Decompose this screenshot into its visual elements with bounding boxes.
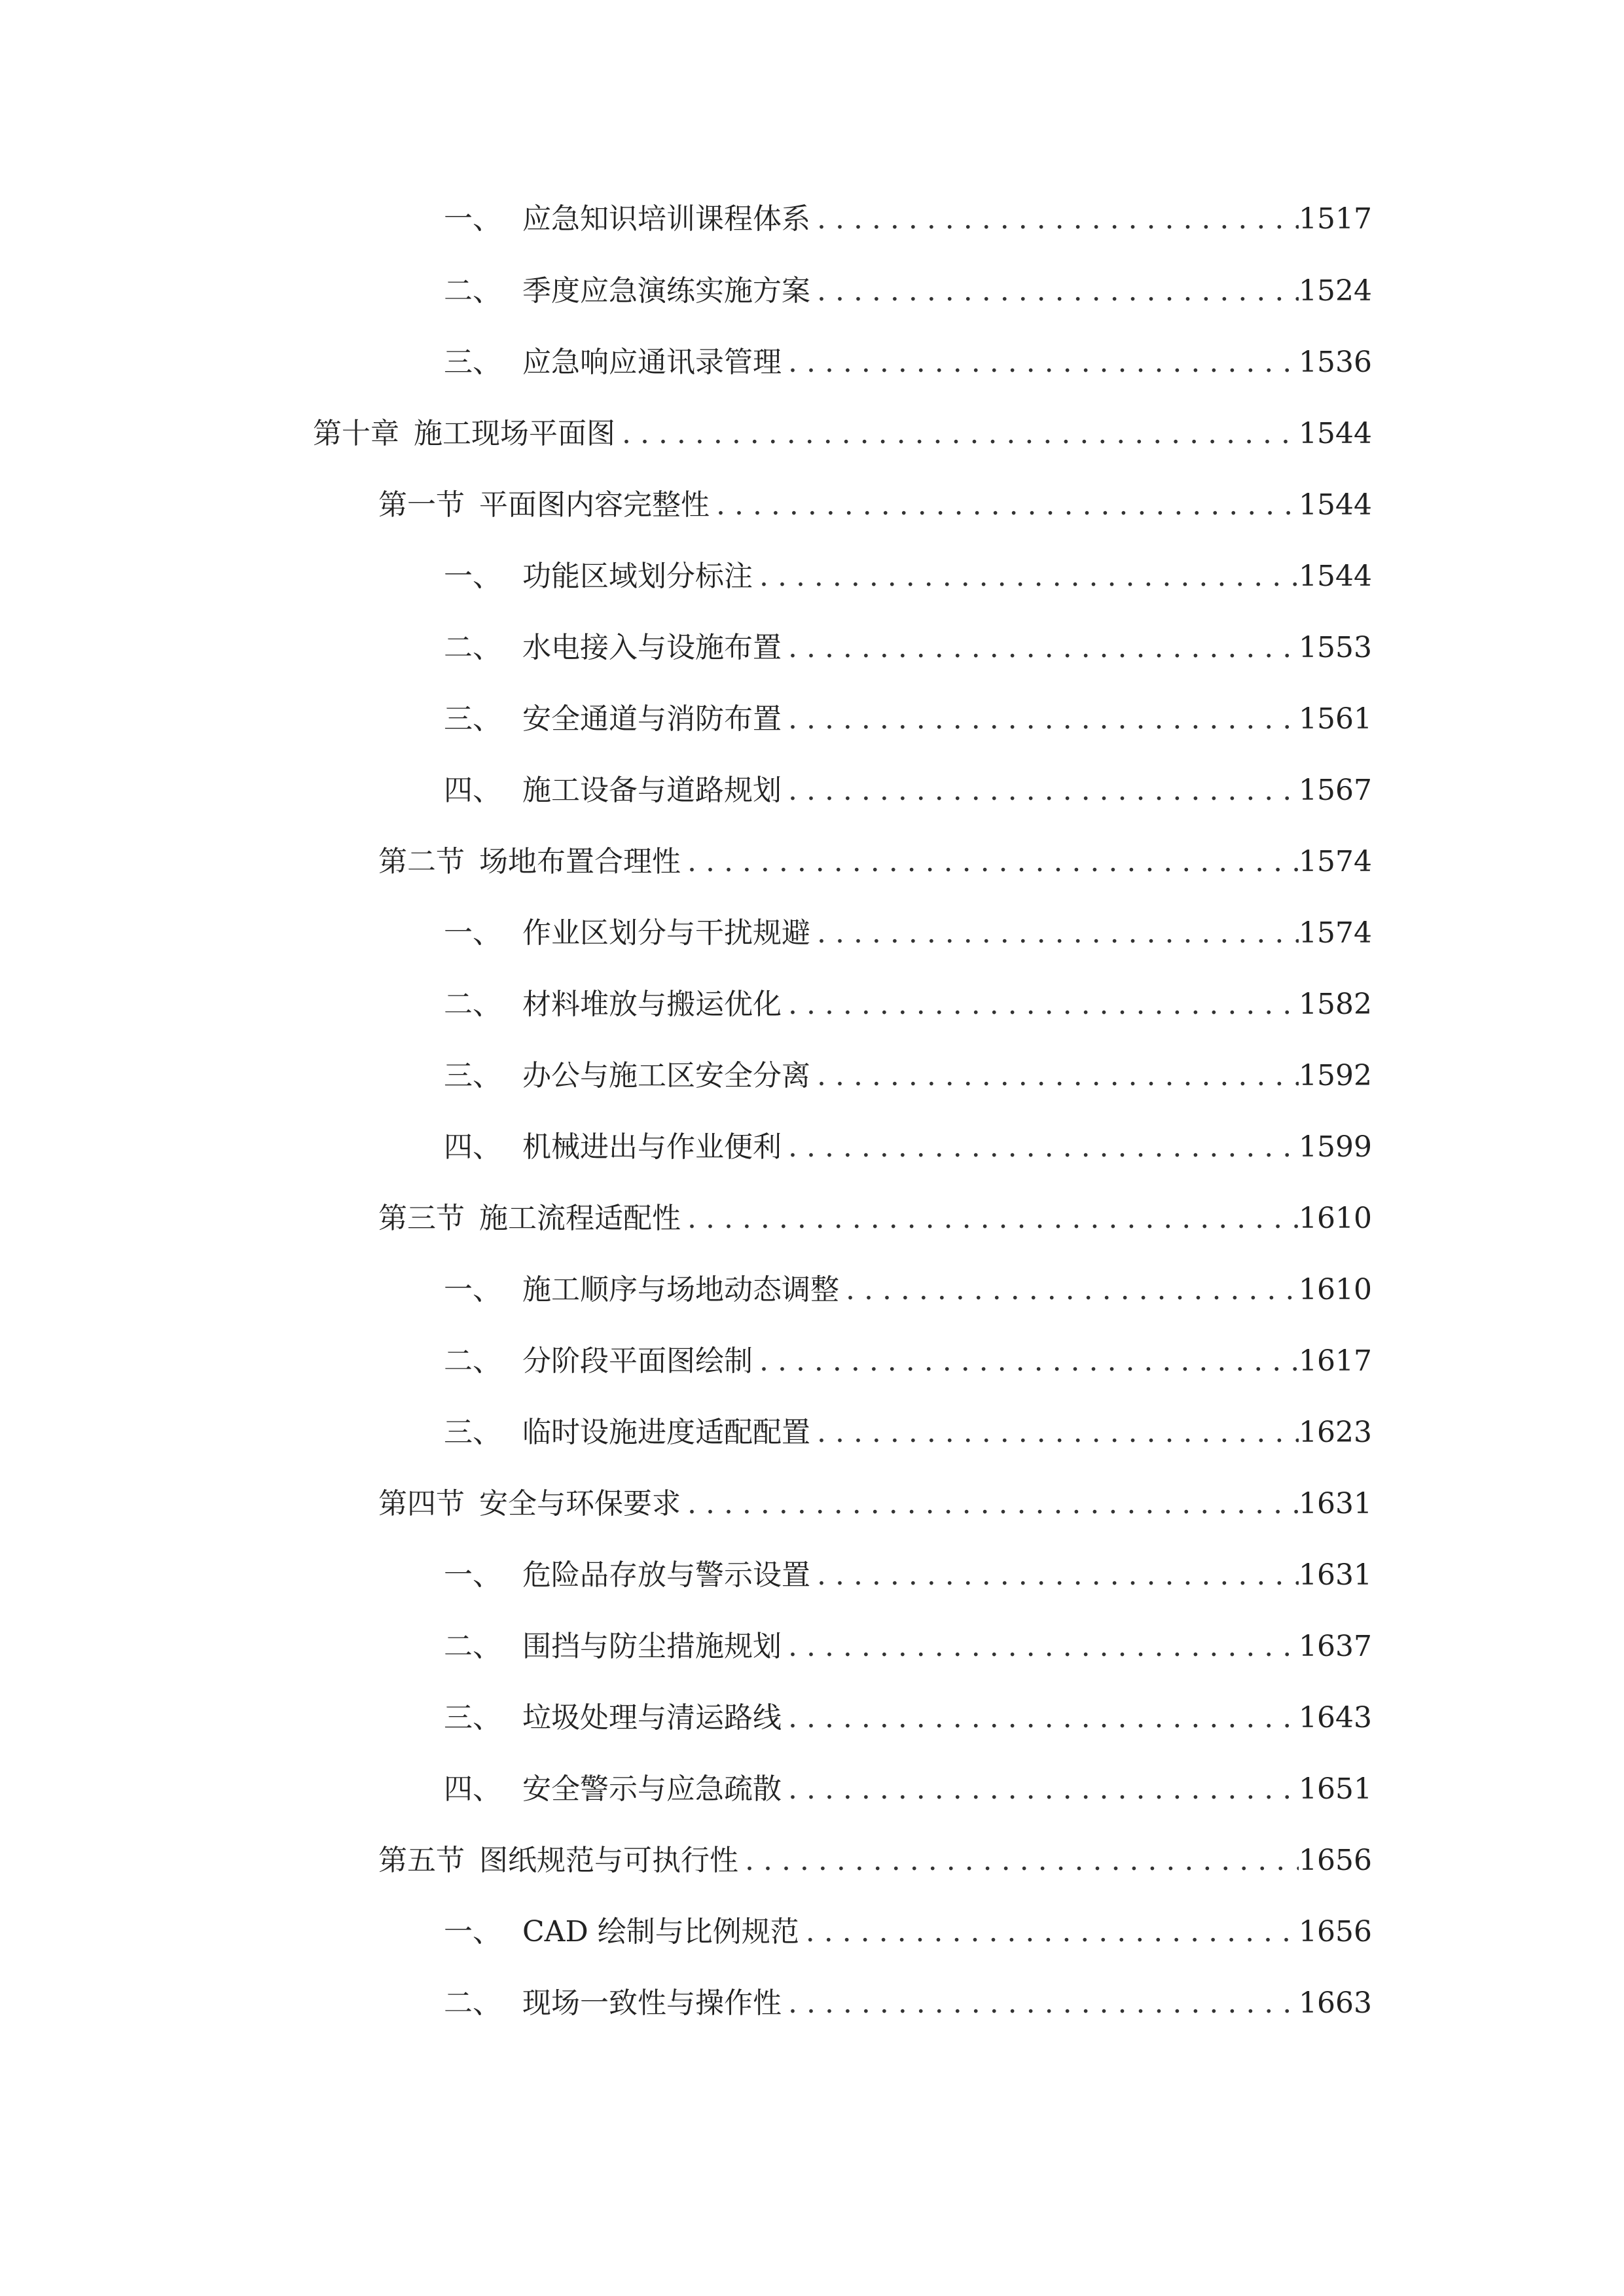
toc-entry-section[interactable] bbox=[378, 482, 1372, 528]
entry-page-number: 1524 bbox=[1299, 274, 1372, 308]
toc-entry-section[interactable] bbox=[378, 839, 1372, 885]
entry-number: 四、 bbox=[444, 1130, 501, 1164]
entry-number: 二、 bbox=[444, 1344, 501, 1378]
entry-page-number: 1617 bbox=[1299, 1344, 1372, 1378]
toc-entry[interactable] bbox=[444, 768, 1372, 814]
dot-leader bbox=[753, 1338, 1299, 1384]
entry-title: 分阶段平面图绘制 bbox=[522, 1344, 753, 1378]
entry-page-number: 1567 bbox=[1299, 774, 1372, 807]
toc-entry[interactable] bbox=[444, 1410, 1372, 1456]
dot-leader bbox=[810, 196, 1299, 242]
entry-number: 一、 bbox=[444, 560, 501, 593]
entry-page-number: 1610 bbox=[1299, 1202, 1372, 1235]
entry-title: 安全警示与应急疏散 bbox=[522, 1772, 782, 1806]
section-number: 第五节 bbox=[378, 1844, 465, 1877]
toc-entry[interactable] bbox=[444, 1338, 1372, 1384]
entry-number: 一、 bbox=[444, 1273, 501, 1306]
entry-title: 安全通道与消防布置 bbox=[522, 702, 782, 736]
toc-entry[interactable] bbox=[444, 268, 1372, 314]
toc-entry[interactable] bbox=[444, 554, 1372, 600]
section-number: 第三节 bbox=[378, 1202, 465, 1235]
dot-leader bbox=[839, 1267, 1299, 1313]
entry-title: 平面图内容完整性 bbox=[479, 488, 710, 522]
toc-entry-chapter[interactable] bbox=[313, 411, 1372, 457]
entry-page-number: 1592 bbox=[1299, 1059, 1372, 1092]
entry-number: 一、 bbox=[444, 916, 501, 950]
section-number: 第二节 bbox=[378, 845, 465, 878]
dot-leader bbox=[738, 1838, 1299, 1884]
toc-entry[interactable] bbox=[444, 1695, 1372, 1741]
entry-page-number: 1517 bbox=[1299, 202, 1372, 236]
entry-number: 三、 bbox=[444, 1416, 501, 1449]
toc-entry[interactable] bbox=[444, 1624, 1372, 1670]
entry-title: 垃圾处理与清运路线 bbox=[522, 1701, 782, 1734]
entry-title: 安全与环保要求 bbox=[479, 1487, 681, 1520]
entry-page-number: 1561 bbox=[1299, 702, 1372, 736]
toc-entry[interactable] bbox=[444, 196, 1372, 242]
toc-entry[interactable] bbox=[444, 1053, 1372, 1099]
entry-page-number: 1574 bbox=[1299, 845, 1372, 878]
dot-leader bbox=[782, 1124, 1299, 1170]
entry-page-number: 1643 bbox=[1299, 1701, 1372, 1734]
entry-number: 二、 bbox=[444, 1986, 501, 2020]
entry-page-number: 1651 bbox=[1299, 1772, 1372, 1806]
entry-title: 机械进出与作业便利 bbox=[522, 1130, 782, 1164]
entry-page-number: 1656 bbox=[1299, 1844, 1372, 1877]
dot-leader bbox=[753, 554, 1299, 600]
entry-title: CAD 绘制与比例规范 bbox=[522, 1915, 799, 1948]
entry-number: 四、 bbox=[444, 1772, 501, 1806]
dot-leader bbox=[681, 1481, 1299, 1527]
entry-title: 办公与施工区安全分离 bbox=[522, 1059, 810, 1092]
entry-number: 二、 bbox=[444, 988, 501, 1021]
dot-leader bbox=[799, 1909, 1299, 1955]
entry-number: 四、 bbox=[444, 774, 501, 807]
entry-page-number: 1544 bbox=[1299, 560, 1372, 593]
dot-leader bbox=[710, 482, 1299, 528]
entry-page-number: 1544 bbox=[1299, 417, 1372, 450]
entry-page-number: 1599 bbox=[1299, 1130, 1372, 1164]
entry-title: 作业区划分与干扰规避 bbox=[522, 916, 810, 950]
toc-entry[interactable] bbox=[444, 696, 1372, 742]
toc-entry[interactable] bbox=[444, 1767, 1372, 1812]
entry-title: 应急知识培训课程体系 bbox=[522, 202, 810, 236]
section-number: 第四节 bbox=[378, 1487, 465, 1520]
toc-entry[interactable] bbox=[444, 340, 1372, 386]
entry-number: 一、 bbox=[444, 1558, 501, 1592]
entry-page-number: 1631 bbox=[1299, 1487, 1372, 1520]
toc-entry-section[interactable] bbox=[378, 1481, 1372, 1527]
entry-title: 施工设备与道路规划 bbox=[522, 774, 782, 807]
entry-number: 一、 bbox=[444, 202, 501, 236]
toc-entry-section[interactable] bbox=[378, 1196, 1372, 1242]
toc-entry[interactable] bbox=[444, 910, 1372, 956]
entry-page-number: 1544 bbox=[1299, 488, 1372, 522]
toc-entry[interactable] bbox=[444, 1552, 1372, 1598]
dot-leader bbox=[681, 839, 1299, 885]
entry-page-number: 1631 bbox=[1299, 1558, 1372, 1592]
dot-leader bbox=[782, 1695, 1299, 1741]
toc-entry[interactable] bbox=[444, 1267, 1372, 1313]
dot-leader bbox=[810, 1410, 1299, 1456]
entry-title: 危险品存放与警示设置 bbox=[522, 1558, 810, 1592]
entry-title: 围挡与防尘措施规划 bbox=[522, 1630, 782, 1663]
dot-leader bbox=[810, 910, 1299, 956]
toc-entry[interactable] bbox=[444, 982, 1372, 1028]
dot-leader bbox=[810, 268, 1299, 314]
entry-number: 一、 bbox=[444, 1915, 501, 1948]
entry-title: 施工现场平面图 bbox=[414, 417, 615, 450]
toc-entry-section[interactable] bbox=[378, 1838, 1372, 1884]
entry-title: 季度应急演练实施方案 bbox=[522, 274, 810, 308]
dot-leader bbox=[782, 1624, 1299, 1670]
dot-leader bbox=[782, 696, 1299, 742]
entry-title: 材料堆放与搬运优化 bbox=[522, 988, 782, 1021]
entry-page-number: 1623 bbox=[1299, 1416, 1372, 1449]
entry-page-number: 1536 bbox=[1299, 346, 1372, 379]
entry-page-number: 1663 bbox=[1299, 1986, 1372, 2020]
entry-page-number: 1574 bbox=[1299, 916, 1372, 950]
toc-entry[interactable] bbox=[444, 1909, 1372, 1955]
entry-number: 三、 bbox=[444, 1059, 501, 1092]
entry-number: 二、 bbox=[444, 274, 501, 308]
dot-leader bbox=[782, 340, 1299, 386]
entry-page-number: 1610 bbox=[1299, 1273, 1372, 1306]
entry-title: 临时设施进度适配配置 bbox=[522, 1416, 810, 1449]
dot-leader bbox=[782, 982, 1299, 1028]
entry-title: 应急响应通讯录管理 bbox=[522, 346, 782, 379]
dot-leader bbox=[782, 1981, 1299, 2026]
entry-title: 施工顺序与场地动态调整 bbox=[522, 1273, 839, 1306]
entry-title: 图纸规范与可执行性 bbox=[479, 1844, 738, 1877]
entry-title: 水电接入与设施布置 bbox=[522, 631, 782, 664]
entry-page-number: 1553 bbox=[1299, 631, 1372, 664]
entry-page-number: 1637 bbox=[1299, 1630, 1372, 1663]
entry-number: 三、 bbox=[444, 346, 501, 379]
entry-number: 二、 bbox=[444, 631, 501, 664]
dot-leader bbox=[810, 1053, 1299, 1099]
dot-leader bbox=[782, 625, 1299, 671]
dot-leader bbox=[615, 411, 1299, 457]
chapter-number: 第十章 bbox=[313, 417, 399, 450]
dot-leader bbox=[782, 768, 1299, 814]
entry-title: 功能区域划分标注 bbox=[522, 560, 753, 593]
entry-title: 现场一致性与操作性 bbox=[522, 1986, 782, 2020]
entry-title: 施工流程适配性 bbox=[479, 1202, 681, 1235]
dot-leader bbox=[810, 1552, 1299, 1598]
entry-page-number: 1656 bbox=[1299, 1915, 1372, 1948]
entry-number: 三、 bbox=[444, 1701, 501, 1734]
entry-number: 三、 bbox=[444, 702, 501, 736]
dot-leader bbox=[681, 1196, 1299, 1242]
toc-entry[interactable] bbox=[444, 625, 1372, 671]
section-number: 第一节 bbox=[378, 488, 465, 522]
toc-entry[interactable] bbox=[444, 1981, 1372, 2026]
entry-number: 二、 bbox=[444, 1630, 501, 1663]
toc-entry[interactable] bbox=[444, 1124, 1372, 1170]
entry-title: 场地布置合理性 bbox=[479, 845, 681, 878]
dot-leader bbox=[782, 1767, 1299, 1812]
entry-page-number: 1582 bbox=[1299, 988, 1372, 1021]
